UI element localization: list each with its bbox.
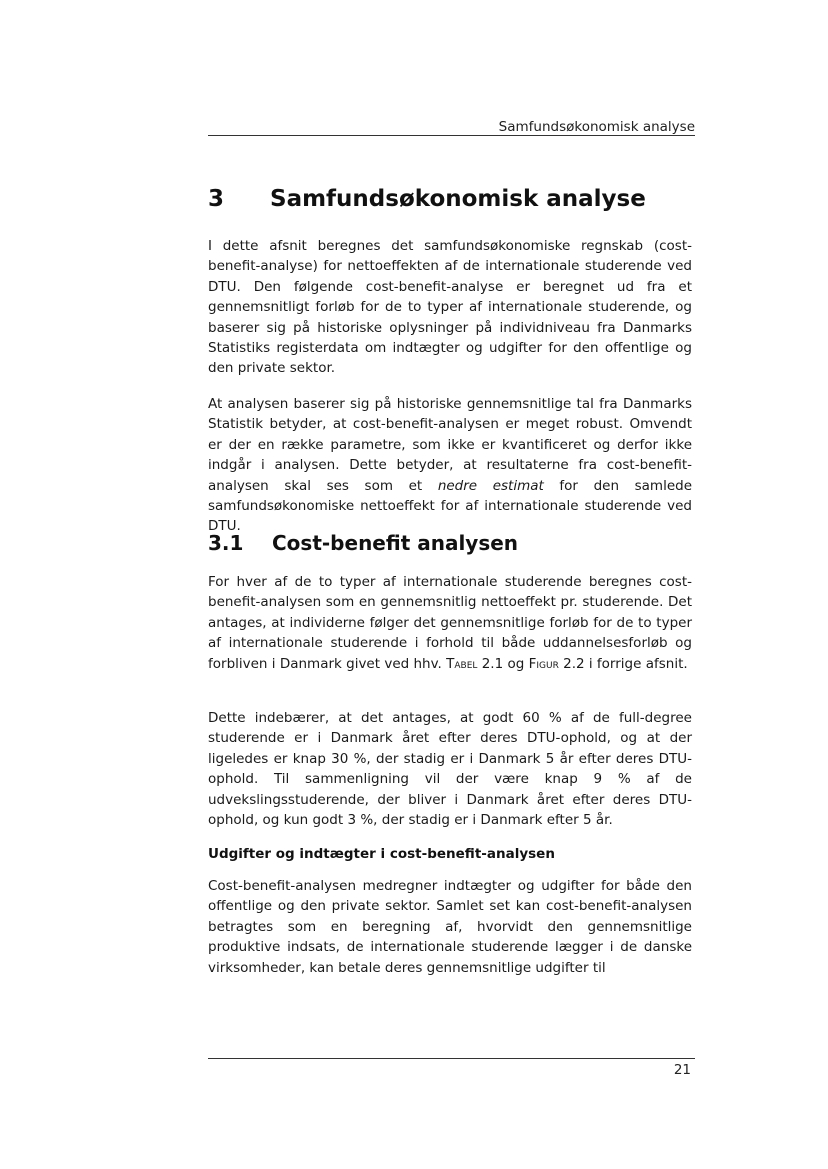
- figure-reference: Figur: [528, 655, 559, 672]
- assumptions-paragraph: For hver af de to typer af internationale studerende beregnes cost-benefit-analysen som en gennemsnitlig nettoeffekt pr. studerende. Det antages, at individerne følger det gennemsnitlige forløb for de to typer af internationale studerende i forhold til både uddannelsesforløb og forbliven i Danmark givet ved hhv. Tabel 2.1 og Figur 2.2 i forrige afsnit.: [208, 574, 692, 672]
- chapter-title: Samfundsøkonomisk analyse: [270, 186, 646, 212]
- cost-benefit-paragraph: Cost-benefit-analysen medregner indtægter og udgifter for både den offentlige og den private sektor. Samlet set kan cost-benefit-analysen betragtes som en beregning af, hvorvidt den gennemsnitlige produktive indsats, de internationale studerende lægger i de danske virksomheder, kan betale deres gennemsnitlige udgifter til: [208, 878, 692, 976]
- running-header: Samfundsøkonomisk analyse: [498, 119, 695, 135]
- emphasis-nedre-estimat: nedre estimat: [437, 477, 544, 494]
- section-heading: [208, 531, 518, 555]
- intro-paragraph: I dette afsnit beregnes det samfundsøkonomiske regnskab (cost-benefit-analyse) for nettoeffekten af de internationale studerende ved DTU. Den følgende cost-benefit-analyse er beregnet ud fra et gennemsnitligt forløb for de to typer af internationale studerende, og baserer sig på historiske oplysninger på individniveau fra Danmarks Statistiks registerdata om indtægter og udgifter for den offentlige og den private sektor.: [208, 238, 692, 377]
- robustness-paragraph: At analysen baserer sig på historiske gennemsnitlige tal fra Danmarks Statistik betyder, at cost-benefit-analysen er meget robust. Omvendt er der en række parametre, som ikke er kvantificeret og derfor ikke indgår i analysen. Dette betyder, at resultaterne fra cost-benefit-analysen skal ses som et nedre estimat for den samlede samfundsøkonomiske nettoeffekt for af internationale studerende ved DTU.: [208, 396, 693, 535]
- section-number: 3.1: [208, 531, 244, 555]
- table-reference: Tabel: [446, 655, 478, 672]
- chapter-heading: [208, 186, 646, 212]
- chapter-number: 3: [208, 186, 225, 212]
- section-title: Cost-benefit analysen: [272, 531, 519, 555]
- page-number: 21: [673, 1062, 691, 1078]
- implication-paragraph: Dette indebærer, at det antages, at godt 60 % af de full-degree studerende er i Danmark året efter deres DTU-ophold, og at der ligeledes er knap 30 %, der stadig er i Danmark 5 år efter deres DTU-ophold. Til sammenligning vil der være knap 9 % af de udvekslingsstuderende, der bliver i Danmark året efter deres DTU-ophold, og kun godt 3 %, der stadig er i Danmark efter 5 år.: [208, 710, 692, 829]
- subsection-heading: Udgifter og indtægter i cost-benefit-analysen: [208, 846, 555, 862]
- footer-rule: [208, 1058, 695, 1059]
- header-rule: [208, 135, 695, 136]
